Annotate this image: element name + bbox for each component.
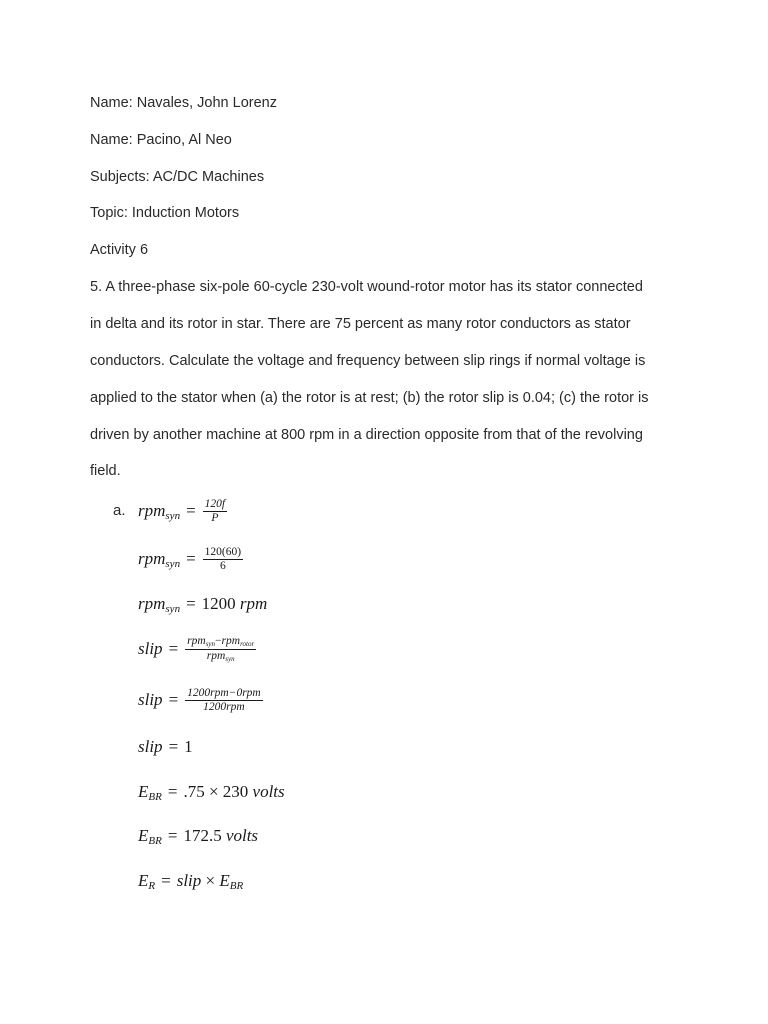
problem-line-5: driven by another machine at 800 rpm in a direction opposite from that of the revolving	[90, 427, 643, 443]
problem-line-6: field.	[90, 463, 121, 479]
fraction: $\frac{\text{rpmsyn−rpmrotor}}{\text{rpmsyn}}$	[187, 634, 255, 663]
problem-line-4: applied to the stator when (a) the rotor is at rest; (b) the rotor slip is 0.04; (c) the rotor is	[90, 390, 649, 406]
subjects-line: Subjects: AC/DC Machines	[90, 169, 265, 185]
problem-line-3: conductors. Calculate the voltage and frequency between slip rings if normal voltage is	[90, 353, 646, 369]
student-name-2: Name: Pacino, Al Neo	[90, 132, 232, 148]
topic-line: Topic: Induction Motors	[90, 205, 240, 221]
equation-sync-speed-substitution: rpm syn = $\frac{120(60)}{6}$	[138, 545, 242, 572]
equation-sync-speed-result: rpm syn = 1200 rpm	[138, 594, 268, 615]
equation-slip-substitution: slip = $\frac{\text{1200rpm−0rpm}}{\text{1200rpm}}$	[138, 686, 261, 713]
part-a-label: a.	[113, 502, 126, 519]
fraction: $\frac{120f}{P}$	[204, 497, 226, 524]
equation-slip-result: slip = 1	[138, 737, 193, 756]
student-name-1: Name: Navales, John Lorenz	[90, 95, 277, 111]
activity-line: Activity 6	[90, 242, 149, 258]
equation-slip-formula: slip = $\frac{\text{rpmsyn−rpmrotor}}{\text{rpmsyn}}$	[138, 634, 255, 663]
fraction: $\frac{120(60)}{6}$	[204, 545, 242, 572]
fraction: $\frac{\text{1200rpm−0rpm}}{\text{1200rpm}}$	[187, 686, 261, 713]
equation-er-formula: E R = slip × E BR	[138, 871, 244, 892]
problem-line-1: 5. A three-phase six-pole 60-cycle 230-volt wound-rotor motor has its stator connected	[90, 279, 643, 295]
equation-ebr-substitution: E BR = .75 × 230 volts	[138, 782, 285, 803]
problem-line-2: in delta and its rotor in star. There are 75 percent as many rotor conductors as stator	[90, 316, 631, 332]
equation-ebr-result: E BR = 172.5 volts	[138, 826, 259, 847]
equation-sync-speed-formula: rpm syn = $\frac{120f}{P}$	[138, 497, 226, 524]
